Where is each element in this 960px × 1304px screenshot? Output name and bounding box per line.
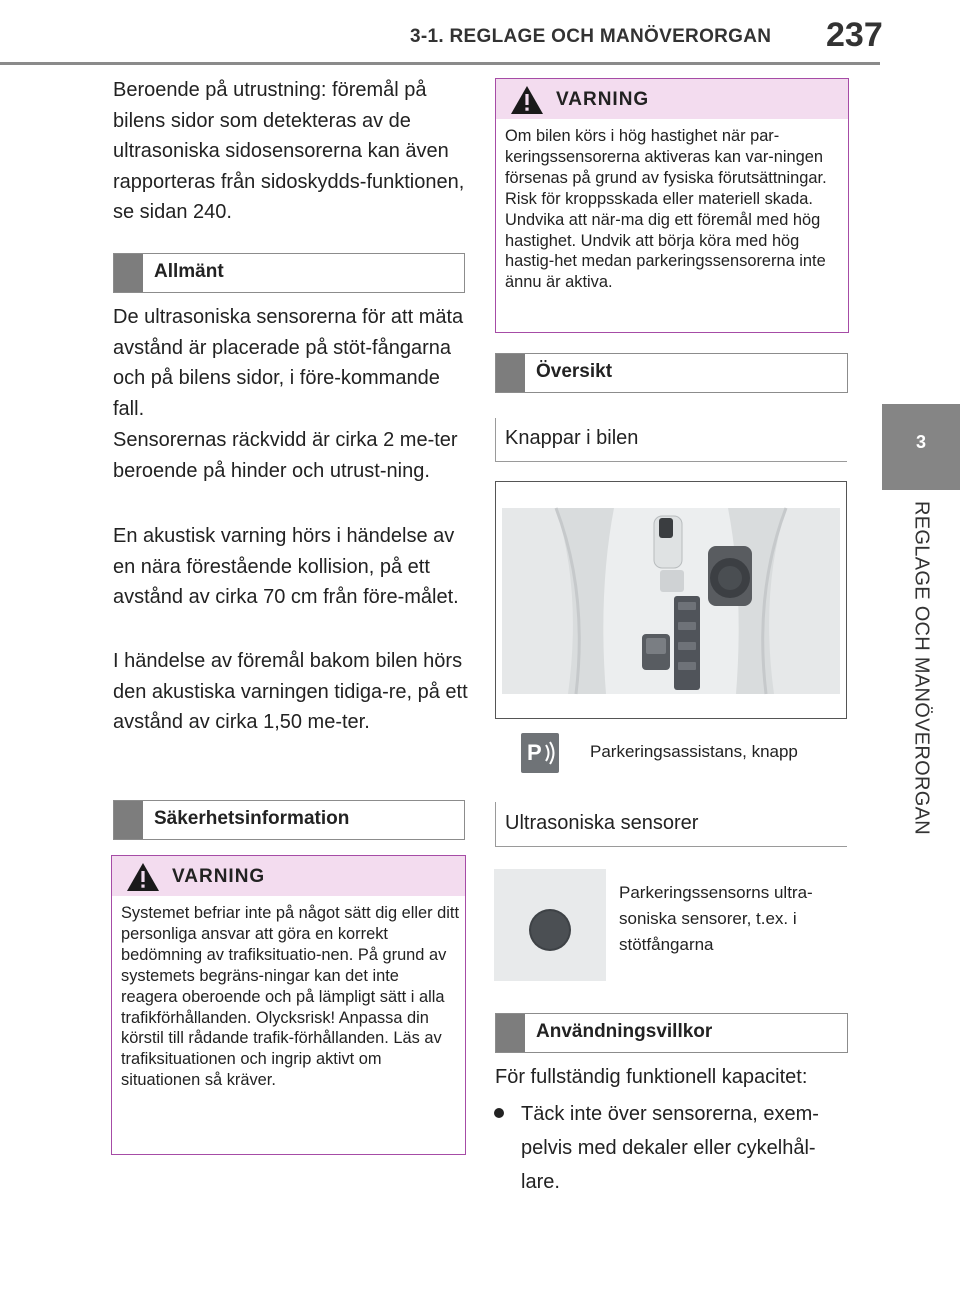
header-rule	[0, 62, 880, 65]
warning-triangle-icon	[126, 862, 160, 892]
chapter-title-vertical: REGLAGE OCH MANÖVERORGAN	[910, 501, 933, 835]
conditions-bullet-1: Täck inte över sensorerna, exem-pelvis med dekaler eller cykelhål-lare.	[521, 1103, 819, 1193]
warning-text: Systemet befriar inte på något sätt dig eller ditt personliga ansvar att göra en korrekt bedömning av trafiksituatio-nen. På grund av systemets begräns-ningar kan det inte reagera oberoende och på lämpligt sätt i alla trafikförhållanden. Olycksrisk! Anpassa din körstil till rådande trafik-förhållanden. Läs av trafiksituationen och ingrip aktivt om situationen så kräver.	[121, 904, 460, 1090]
running-header-title: 3-1. REGLAGE OCH MANÖVERORGAN	[410, 26, 772, 47]
section-heading-text: Allmänt	[154, 261, 224, 282]
section-heading-text: Översikt	[536, 361, 613, 382]
page-number: 237	[826, 16, 883, 54]
sensor-caption: Parkeringssensorns ultra-soniska sensorer, t.ex. i stötfångarna	[619, 883, 813, 954]
warning-header	[496, 79, 848, 119]
warning-text: Om bilen körs i hög hastighet när par-keringssensorerna aktiveras kan var-ningen försenas på grund av fysiska förutsättningar. Risk för kroppsskada eller materiell skada. Undvika att när-ma dig ett föremål med hög hastighet. Undvik att börja köra med hög hastig-het medan parkeringssensorerna inte ännu är aktiva.	[505, 127, 827, 292]
section-marker	[114, 801, 143, 839]
parking-button-caption: Parkeringsassistans, knapp	[590, 742, 798, 761]
car-console-image	[495, 481, 847, 719]
conditions-intro: För fullständig funktionell kapacitet:	[495, 1066, 808, 1088]
sensor-image	[494, 869, 606, 981]
center-console-illustration	[496, 482, 846, 718]
subheading-sensors: Ultrasoniska sensorer	[505, 812, 699, 834]
section-heading-safety	[113, 800, 465, 840]
parking-assist-icon	[521, 733, 559, 773]
warning-header	[112, 856, 465, 896]
subheading-rule-vertical	[495, 418, 496, 462]
warning-box-left	[111, 855, 466, 1155]
subheading-rule	[495, 461, 847, 462]
subheading-buttons: Knappar i bilen	[505, 427, 639, 449]
warning-title: VARNING	[556, 89, 650, 110]
section-marker	[496, 354, 525, 392]
warning-triangle-icon	[510, 85, 544, 115]
section-marker	[114, 254, 143, 292]
section-marker	[496, 1014, 525, 1052]
subheading-rule-vertical	[495, 802, 496, 846]
section-heading-conditions	[495, 1013, 848, 1053]
general-paragraph-4: I händelse av föremål bakom bilen hörs den akustiska varningen tidiga-re, på ett avstånd av cirka 1,50 me-ter.	[113, 650, 468, 733]
svg-text:P: P	[527, 740, 542, 765]
general-paragraph-3: En akustisk varning hörs i händelse av en nära förestående kollision, på ett avstånd av cirka 70 cm från före-målet.	[113, 525, 459, 608]
intro-paragraph: Beroende på utrustning: föremål på bilens sidor som detekteras av de ultrasoniska sidosensorerna kan även rapporteras från sidoskydds-funktionen, se sidan 240.	[113, 79, 465, 223]
bullet-dot-icon	[494, 1108, 504, 1118]
ultrasonic-sensor-icon	[494, 869, 606, 981]
subheading-rule	[495, 846, 847, 847]
section-heading-text: Användningsvillkor	[536, 1021, 713, 1042]
warning-title: VARNING	[172, 866, 266, 887]
warning-box-right	[495, 78, 849, 333]
section-heading-general	[113, 253, 465, 293]
chapter-number: 3	[915, 432, 926, 452]
general-paragraph-2: Sensorernas räckvidd är cirka 2 me-ter beroende på hinder och utrust-ning.	[113, 429, 458, 482]
section-heading-text: Säkerhetsinformation	[154, 808, 350, 829]
general-paragraph-1: De ultrasoniska sensorerna för att mäta avstånd är placerade på stöt-fångarna och på bilens sidor, i före-kommande fall.	[113, 306, 464, 420]
section-heading-overview	[495, 353, 848, 393]
